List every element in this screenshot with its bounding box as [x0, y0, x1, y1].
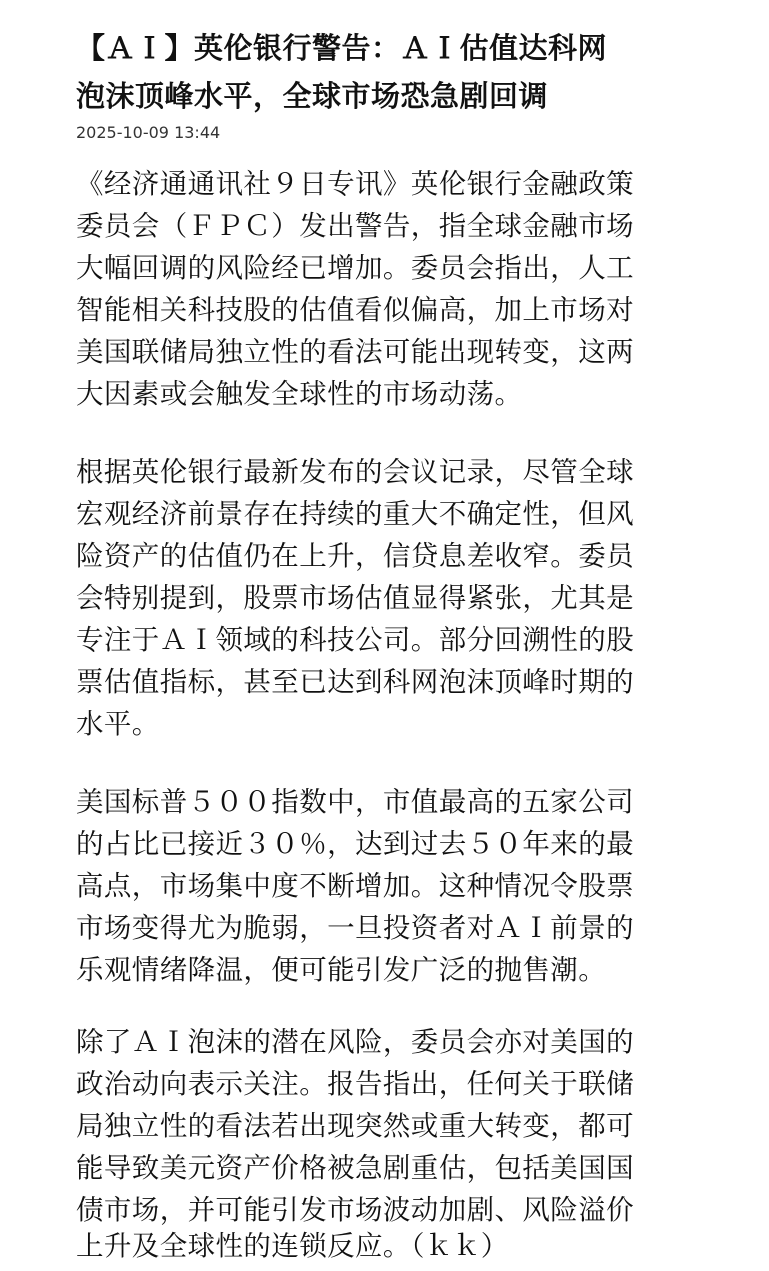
paragraph-4-line: 上升及全球性的连锁反应。（ｋｋ） — [76, 1230, 509, 1262]
paragraph-2-line: 票估值指标，甚至已达到科网泡沫顶峰时期的 — [76, 666, 634, 698]
paragraph-4-line: 债市场，并可能引发市场波动加剧、风险溢价 — [76, 1194, 634, 1226]
paragraph-4-line: 政治动向表示关注。报告指出，任何关于联储 — [76, 1068, 634, 1100]
paragraph-2-line: 根据英伦银行最新发布的会议记录，尽管全球 — [76, 456, 634, 488]
article-title-line-1: 【ＡＩ】英伦银行警告：ＡＩ估值达科网 — [76, 31, 608, 65]
article-timestamp: 2025-10-09 13:44 — [76, 123, 221, 142]
article-title-line-2: 泡沫顶峰水平，全球市场恐急剧回调 — [76, 79, 549, 113]
paragraph-2-line: 会特别提到，股票市场估值显得紧张，尤其是 — [76, 582, 634, 614]
paragraph-3-line: 乐观情绪降温，便可能引发广泛的抛售潮。 — [76, 954, 607, 986]
paragraph-2-line: 水平。 — [76, 708, 160, 740]
paragraph-1-line: 美国联储局独立性的看法可能出现转变，这两 — [76, 336, 634, 368]
paragraph-1-line: 大因素或会触发全球性的市场动荡。 — [76, 378, 523, 410]
paragraph-3-line: 美国标普５００指数中，市值最高的五家公司 — [76, 786, 634, 818]
paragraph-1-line: 大幅回调的风险经已增加。委员会指出，人工 — [76, 252, 634, 284]
paragraph-2-line: 宏观经济前景存在持续的重大不确定性，但风 — [76, 498, 634, 530]
paragraph-4-line: 能导致美元资产价格被急剧重估，包括美国国 — [76, 1152, 634, 1184]
paragraph-1-line: 委员会（ＦＰＣ）发出警告，指全球金融市场 — [76, 210, 634, 242]
paragraph-2-line: 险资产的估值仍在上升，信贷息差收窄。委员 — [76, 540, 634, 572]
paragraph-4-line: 局独立性的看法若出现突然或重大转变，都可 — [76, 1110, 634, 1142]
paragraph-3-line: 的占比已接近３０％，达到过去５０年来的最 — [76, 828, 634, 860]
paragraph-1-line: 智能相关科技股的估值看似偏高，加上市场对 — [76, 294, 634, 326]
paragraph-3-line: 市场变得尤为脆弱，一旦投资者对ＡＩ前景的 — [76, 912, 634, 944]
paragraph-2-line: 专注于ＡＩ领域的科技公司。部分回溯性的股 — [76, 624, 634, 656]
paragraph-1-line: 《经济通通讯社９日专讯》英伦银行金融政策 — [76, 168, 634, 200]
paragraph-4-line: 除了ＡＩ泡沫的潜在风险，委员会亦对美国的 — [76, 1026, 634, 1058]
paragraph-3-line: 高点，市场集中度不断增加。这种情况令股票 — [76, 870, 634, 902]
